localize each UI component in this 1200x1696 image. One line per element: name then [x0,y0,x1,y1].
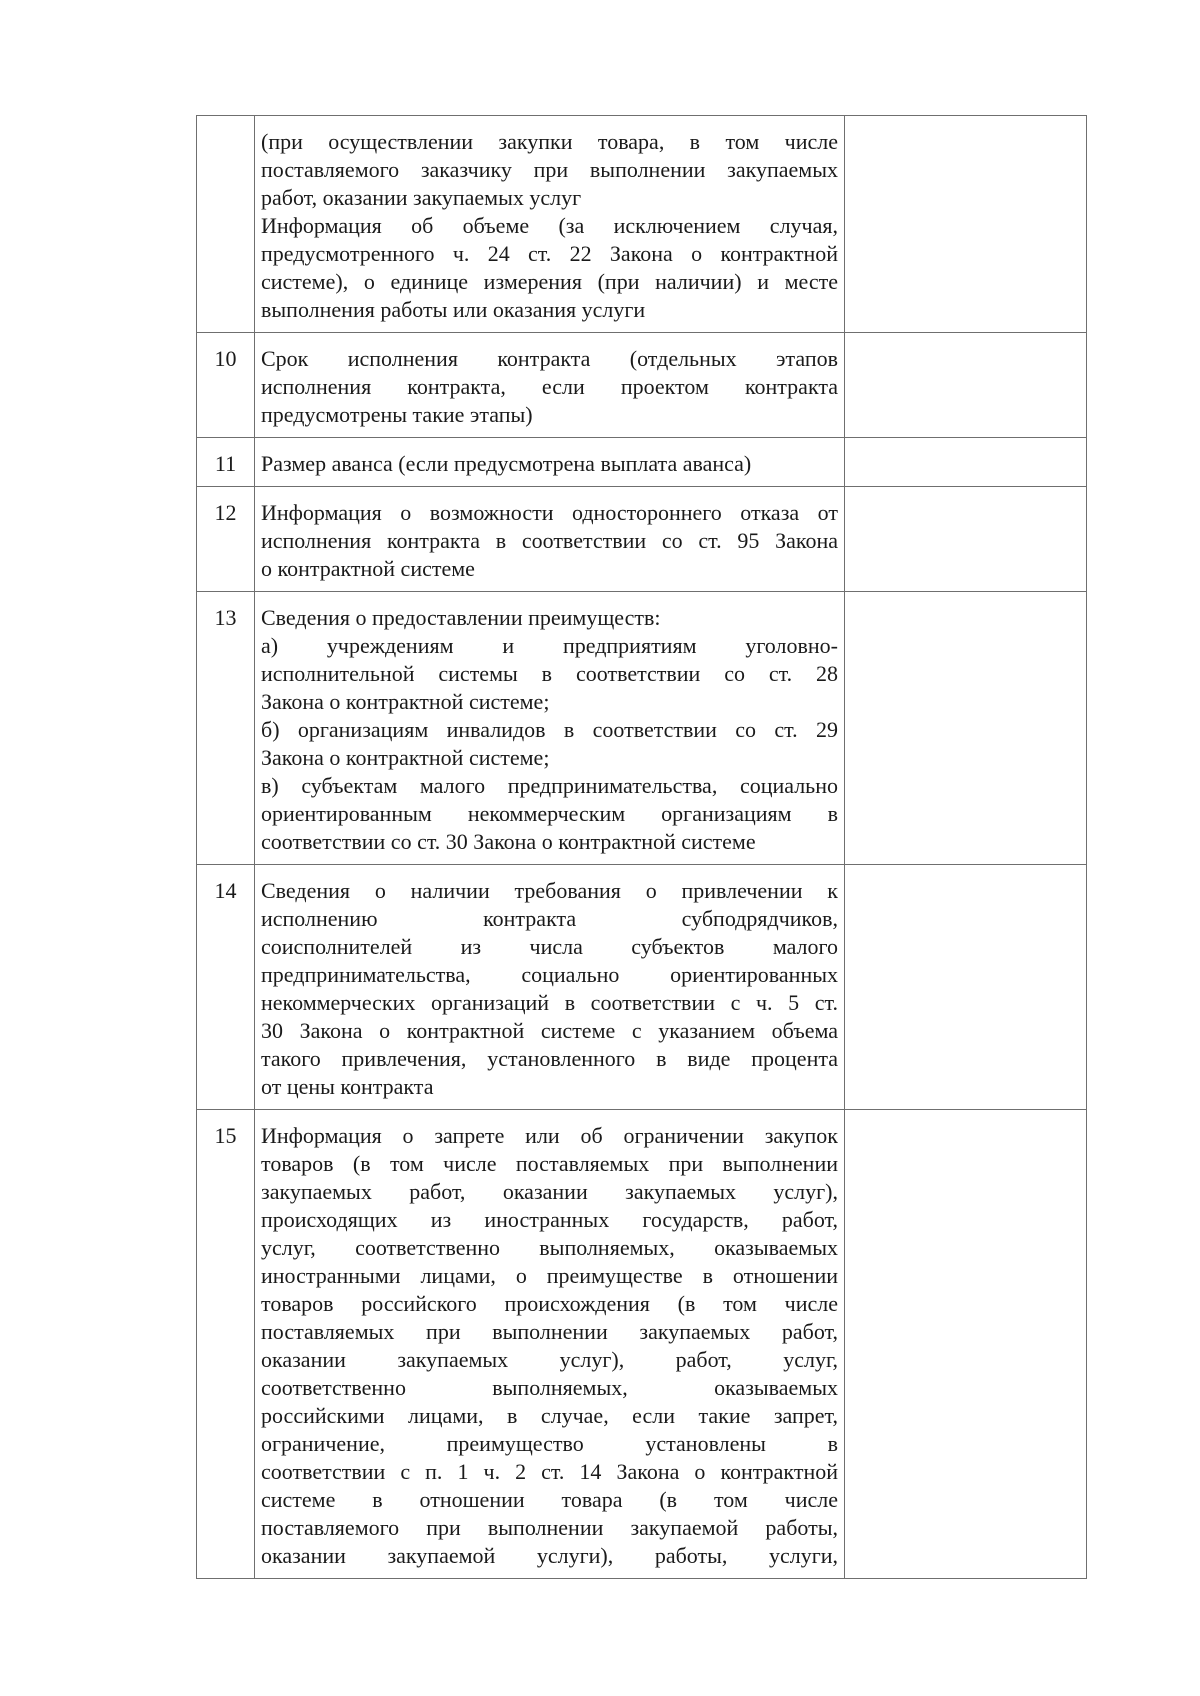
text-line: предусмотренного ч. 24 ст. 22 Закона о контрактной [261,241,838,266]
text-line: российскими лицами, в случае, если такие запрет, [261,1403,838,1428]
row-value [845,865,1087,1110]
row-number: 10 [197,333,255,438]
text-line: иностранными лицами, о преимуществе в отношении [261,1263,838,1288]
text-line: Сведения о наличии требования о привлечении к [261,878,838,903]
text-line: исполнения контракта, если проектом контракта [261,374,838,399]
text-line: ограничение, преимущество установлены в [261,1431,838,1456]
table-body [197,116,1087,1579]
text-line: поставляемых при выполнении закупаемых работ, [261,1319,838,1344]
text-line: такого привлечения, установленного в виде процента [261,1046,838,1071]
table-row [197,1110,1087,1579]
text-line: соответственно выполняемых, оказываемых [261,1375,838,1400]
text-line: работ, оказании закупаемых услуг [261,185,582,210]
row-value [845,487,1087,592]
text-line: соисполнителей из числа субъектов малого [261,934,838,959]
row-description [255,487,845,592]
text-line: исполнению контракта субподрядчиков, [261,906,838,931]
row-value [845,438,1087,487]
row-description [255,1110,845,1579]
row-description [255,333,845,438]
text-line: оказании закупаемой услуги), работы, услуги, [261,1543,838,1568]
row-description [255,592,845,865]
requirements-table [196,115,1087,1579]
text-line: а) учреждениям и предприятиям уголовно- [261,633,838,658]
text-line: некоммерческих организаций в соответствии с ч. 5 ст. [261,990,838,1015]
row-number [197,116,255,333]
text-line: услуг, соответственно выполняемых, оказываемых [261,1235,838,1260]
text-line: системе в отношении товара (в том числе [261,1487,838,1512]
table-row [197,116,1087,333]
text-line: в) субъектам малого предпринимательства, социально [261,773,838,798]
text-line: ориентированным некоммерческим организациям в [261,801,838,826]
text-line: предусмотрены такие этапы) [261,402,533,427]
text-line: соответствии со ст. 30 Закона о контрактной системе [261,829,756,854]
row-number: 12 [197,487,255,592]
text-line: системе), о единице измерения (при наличии) и месте [261,269,838,294]
text-line: от цены контракта [261,1074,434,1099]
row-number: 14 [197,865,255,1110]
text-line: Информация об объеме (за исключением случая, [261,213,838,238]
text-line: Размер аванса (если предусмотрена выплата аванса) [261,451,752,476]
text-line: поставляемого при выполнении закупаемой работы, [261,1515,838,1540]
row-description [255,116,845,333]
text-line: поставляемого заказчику при выполнении закупаемых [261,157,838,182]
text-line: соответствии с п. 1 ч. 2 ст. 14 Закона о контрактной [261,1459,838,1484]
row-number: 11 [197,438,255,487]
table-row [197,865,1087,1110]
text-line: товаров российского происхождения (в том числе [261,1291,838,1316]
text-line: Закона о контрактной системе; [261,689,550,714]
row-number: 13 [197,592,255,865]
row-value [845,592,1087,865]
text-line: товаров (в том числе поставляемых при выполнении [261,1151,838,1176]
row-value [845,333,1087,438]
row-value [845,116,1087,333]
text-line: исполнения контракта в соответствии со ст. 95 Закона [261,528,838,553]
text-line: исполнительной системы в соответствии со ст. 28 [261,661,838,686]
text-line: 30 Закона о контрактной системе с указанием объема [261,1018,838,1043]
table-row [197,487,1087,592]
row-number: 15 [197,1110,255,1579]
text-line: Информация о запрете или об ограничении закупок [261,1123,838,1148]
text-line: Сведения о предоставлении преимуществ: [261,605,661,630]
text-line: выполнения работы или оказания услуги [261,297,646,322]
text-line: о контрактной системе [261,556,475,581]
row-description [255,865,845,1110]
text-line: оказании закупаемых услуг), работ, услуг, [261,1347,838,1372]
table-row [197,333,1087,438]
text-line: предпринимательства, социально ориентированных [261,962,838,987]
table-row [197,438,1087,487]
table-row [197,592,1087,865]
row-description [255,438,845,487]
text-line: закупаемых работ, оказании закупаемых услуг), [261,1179,838,1204]
text-line: Закона о контрактной системе; [261,745,550,770]
text-line: Информация о возможности одностороннего отказа от [261,500,838,525]
text-line: б) организациям инвалидов в соответствии со ст. 29 [261,717,838,742]
text-line: происходящих из иностранных государств, работ, [261,1207,838,1232]
text-line: (при осуществлении закупки товара, в том числе [261,129,838,154]
text-line: Срок исполнения контракта (отдельных этапов [261,346,838,371]
row-value [845,1110,1087,1579]
